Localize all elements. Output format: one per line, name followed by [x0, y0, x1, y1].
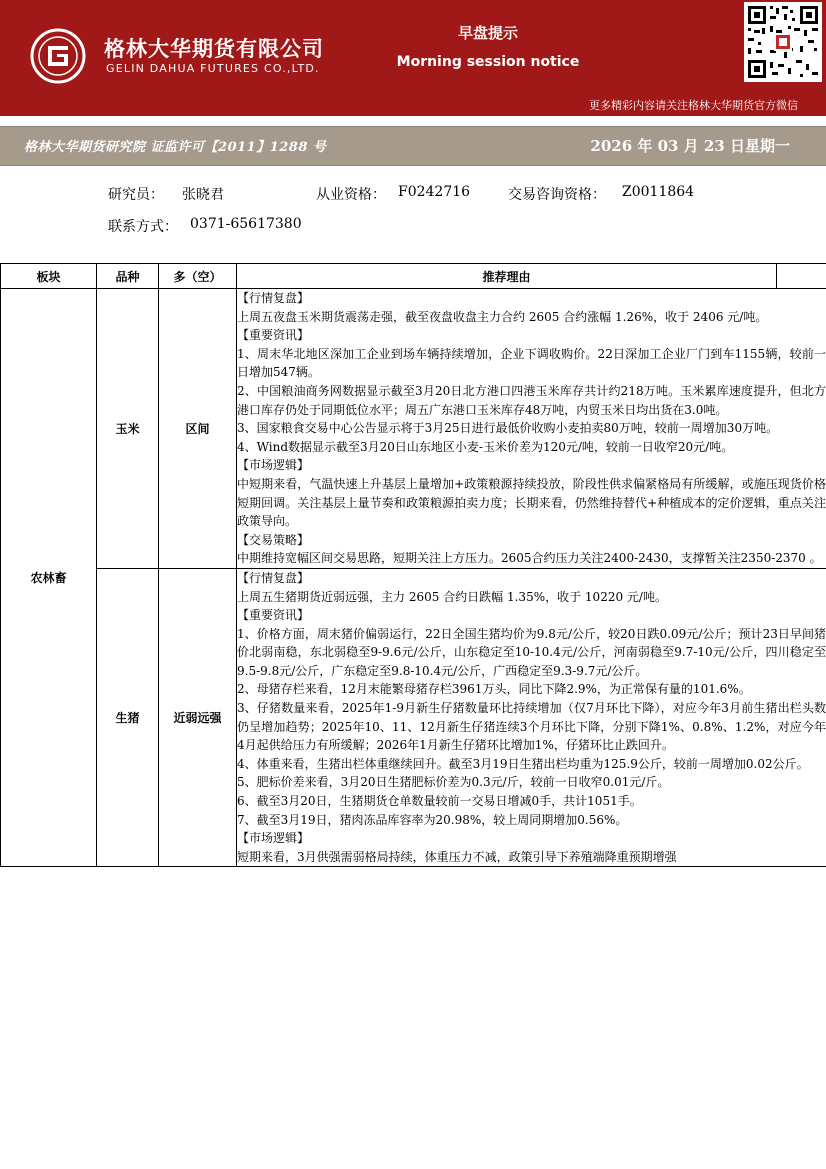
reason-paragraph: 短期来看，3月供强需弱格局持续，体重压力不减，政策引导下养殖端降重预期增强	[237, 849, 677, 864]
report-title-en: Morning session notice	[396, 54, 580, 70]
variety-cell: 生猪	[97, 568, 159, 867]
reason-paragraph: 1、周末华北地区深加工企业到场车辆持续增加，企业下调收购价。22日深加工企业厂门到车1155辆，较前一日增加547辆。	[237, 346, 826, 380]
reason-paragraph: 上周五生猪期货近弱远强，主力 2605 合约日跌幅 1.35%，收于 10220 元/吨。	[237, 589, 667, 604]
contact-phone: 0371-65617380	[190, 216, 302, 232]
reason-paragraph: 【重要资讯】	[237, 608, 310, 623]
reason-paragraph: 上周五夜盘玉米期货震荡走强，截至夜盘收盘主力合约 2605 合约涨幅 1.26%，收于 2406 元/吨。	[237, 309, 768, 324]
reason-paragraph: 【行情复盘】	[237, 570, 310, 585]
qr-code-icon	[744, 2, 822, 82]
reason-paragraph: 3、国家粮食交易中心公告显示将于3月25日进行最低价收购小麦拍卖80万吨，较前一周增加30万吨。	[237, 421, 779, 436]
consult-qualification-number: Z0011864	[622, 184, 695, 200]
sector-cell: 农林畜	[1, 289, 97, 867]
reason-cell	[237, 289, 826, 569]
company-logo-icon	[28, 26, 88, 86]
reason-paragraph: 6、截至3月20日，生猪期货仓单数量较前一交易日增减0手，共计1051手。	[237, 794, 642, 809]
company-name-en: GELIN DAHUA FUTURES CO.,LTD.	[106, 62, 320, 75]
reason-paragraph: 中期维持宽幅区间交易思路，短期关注上方压力。2605合约压力关注2400-2430，支撑暂关注2350-2370 。	[237, 551, 822, 566]
consult-qualification-label: 交易咨询资格：	[508, 187, 606, 203]
reason-paragraph: 【交易策略】	[237, 532, 310, 547]
table-row	[1, 289, 826, 569]
reason-paragraph: 3、仔猪数量来看，2025年1-9月新生仔猪数量环比持续增加（仅7月环比下降），对应今年3月前生猪出栏头数仍呈增加趋势；2025年10、11、12月新生仔猪连续3个月环比下降，分别下降1%、0.8%、1.2%，对应今年4月起供给压力有所缓解；2026年1月新生仔猪环比增加1%，仔猪环比止跌回升。	[237, 701, 826, 753]
table-row	[1, 568, 826, 867]
reason-paragraph: 【市场逻辑】	[237, 458, 310, 473]
header-variety: 品种	[97, 264, 159, 289]
report-title-cn: 早盘提示	[457, 24, 518, 42]
qualification-label: 从业资格：	[316, 187, 386, 203]
qualification-number: F0242716	[398, 184, 471, 200]
reason-paragraph: 2、母猪存栏来看，12月末能繁母猪存栏3961万头，同比下降2.9%，为正常保有量的101.6%。	[237, 682, 751, 697]
researcher-name-label: 研究员：	[108, 187, 164, 203]
reason-paragraph: 【重要资讯】	[237, 328, 310, 343]
reason-paragraph: 4、Wind数据显示截至3月20日山东地区小麦-玉米价差为120元/吨，较前一日收窄20元/吨。	[237, 439, 734, 454]
reason-paragraph: 中短期来看，气温快速上升基层上量增加+政策粮源持续投放，阶段性供求偏紧格局有所缓解，或施压现货价格短期回调。关注基层上量节奏和政策粮源拍卖力度；长期来看，仍然维持替代+种植成本的定价逻辑，重点关注政策导向。	[237, 476, 826, 529]
reason-paragraph: 5、肥标价差来看，3月20日生猪肥标价差为0.3元/斤，较前一日收窄0.01元/斤。	[237, 775, 670, 790]
recommendation-table	[0, 263, 826, 867]
institute-license: 格林大华期货研究院 证监许可【2011】1288 号	[24, 140, 327, 155]
reason-paragraph: 4、体重来看，生猪出栏体重继续回升。截至3月19日生猪出栏均重为125.9公斤，较前一周增加0.02公斤。	[237, 756, 809, 771]
header-direction: 多（空）	[159, 264, 237, 289]
header-sector: 板块	[1, 264, 97, 289]
direction-cell: 区间	[159, 289, 237, 569]
reason-paragraph: 【行情复盘】	[237, 291, 310, 305]
wechat-follow-note: 更多精彩内容请关注格林大华期货官方微信	[589, 99, 798, 112]
reason-paragraph: 7、截至3月19日，猪肉冻品库容率为20.98%，较上周同期增加0.56%。	[237, 812, 628, 827]
header-blank	[777, 264, 826, 289]
report-date: 2026 年 03 月 23 日星期一	[590, 137, 790, 155]
reason-paragraph: 1、价格方面，周末猪价偏弱运行，22日全国生猪均价为9.8元/公斤，较20日跌0.09元/公斤；预计23日早间猪价北弱南稳，东北弱稳至9-9.6元/公斤，山东稳定至10-10.4元/公斤，河南弱稳至9.7-10元/公斤，四川稳定至9.5-9.8元/公斤，广东稳定至9.8-10.4元/公斤，广西稳定至9.3-9.7元/公斤。	[237, 626, 826, 678]
direction-cell: 近弱远强	[159, 568, 237, 867]
company-name-cn: 格林大华期货有限公司	[104, 37, 324, 61]
reason-paragraph: 【市场逻辑】	[237, 831, 310, 846]
reason-paragraph: 2、中国粮油商务网数据显示截至3月20日北方港口四港玉米库存共计约218万吨。玉米累库速度提升，但北方港口库存仍处于同期低位水平；周五广东港口玉米库存48万吨，内贸玉米日均出货在3.0吨。	[237, 383, 826, 417]
variety-cell: 玉米	[97, 289, 159, 569]
reason-cell	[237, 568, 826, 867]
header-reason: 推荐理由	[237, 264, 777, 289]
researcher-name: 张晓君	[182, 187, 224, 203]
contact-label: 联系方式：	[108, 219, 178, 235]
table-header-row	[1, 264, 826, 289]
